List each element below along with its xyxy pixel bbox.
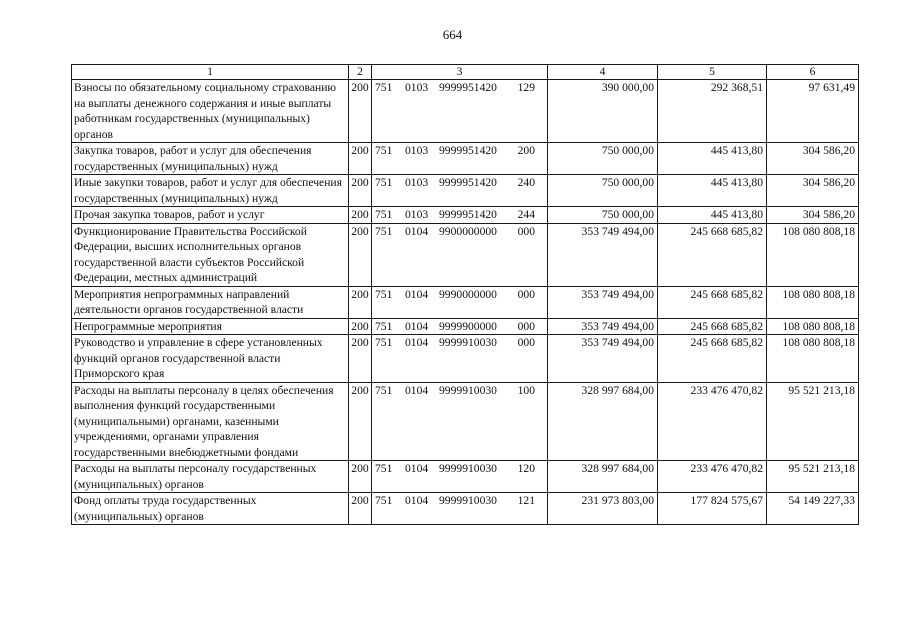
row-code-section: 0104: [405, 462, 429, 475]
header-col-6: 6: [767, 65, 859, 80]
row-name: Расходы на выплаты персоналу в целях обеспечения выполнения функций государственными (муниципальными) органами, казенными учреждениями, органами управления государственными внебюджетными фондами: [72, 382, 349, 461]
row-code-200: 200: [349, 318, 372, 335]
table-row: [72, 461, 859, 493]
row-code-type: 129: [517, 81, 535, 94]
row-code-type: 200: [517, 144, 535, 157]
row-code-200: 200: [349, 223, 372, 286]
row-code-200: 200: [349, 143, 372, 175]
row-code-section: 0104: [405, 383, 429, 397]
row-value-col5: 445 413,80: [658, 175, 767, 207]
table-row: [72, 493, 859, 525]
row-code-department: 751: [375, 81, 393, 94]
row-code-200: 200: [349, 461, 372, 493]
row-value-col6: 108 080 808,18: [767, 223, 859, 286]
row-code-section: 0103: [405, 144, 429, 157]
row-value-col4: 328 997 684,00: [548, 382, 658, 461]
row-code-target: 9999910030: [439, 336, 497, 349]
row-value-col5: 177 824 575,67: [658, 493, 767, 525]
row-code-department: 751: [375, 494, 393, 507]
row-code-type: 000: [517, 336, 535, 349]
row-value-col4: 353 749 494,00: [548, 318, 658, 335]
row-name: Прочая закупка товаров, работ и услуг: [72, 207, 349, 224]
row-code-type: 240: [517, 176, 535, 189]
row-value-col5: 245 668 685,82: [658, 223, 767, 286]
row-code-department: 751: [375, 287, 393, 301]
row-value-col6: 97 631,49: [767, 80, 859, 143]
row-code-target: 9999910030: [439, 383, 497, 397]
row-classification-code: [372, 318, 548, 335]
row-code-200: 200: [349, 382, 372, 461]
header-col-3: 3: [372, 65, 548, 80]
row-code-department: 751: [375, 208, 393, 221]
row-code-section: 0104: [405, 319, 429, 333]
row-value-col4: 231 973 803,00: [548, 493, 658, 525]
row-classification-code: [372, 335, 548, 383]
table-row: [72, 382, 859, 461]
row-name: Функционирование Правительства Российской Федерации, высших исполнительных органов государственной власти субъектов Российской Федерации, местных администраций: [72, 223, 349, 286]
row-classification-code: [372, 207, 548, 224]
row-code-type: 100: [517, 383, 535, 397]
row-value-col4: 390 000,00: [548, 80, 658, 143]
row-code-target: 9999900000: [439, 319, 497, 333]
table-row: [72, 318, 859, 335]
row-code-department: 751: [375, 383, 393, 397]
row-code-section: 0104: [405, 494, 429, 507]
row-name: Взносы по обязательному социальному страхованию на выплаты денежного содержания и иные выплаты работникам государственных (муниципальных) органов: [72, 80, 349, 143]
row-value-col6: 95 521 213,18: [767, 382, 859, 461]
row-value-col6: 95 521 213,18: [767, 461, 859, 493]
row-code-200: 200: [349, 286, 372, 318]
header-col-2: 2: [349, 65, 372, 80]
row-value-col4: 353 749 494,00: [548, 286, 658, 318]
row-code-department: 751: [375, 462, 393, 475]
row-value-col5: 233 476 470,82: [658, 461, 767, 493]
row-code-type: 000: [517, 224, 535, 238]
row-code-section: 0103: [405, 176, 429, 189]
row-code-200: 200: [349, 207, 372, 224]
row-value-col5: 245 668 685,82: [658, 286, 767, 318]
row-classification-code: [372, 493, 548, 525]
row-classification-code: [372, 461, 548, 493]
row-value-col6: 304 586,20: [767, 143, 859, 175]
row-classification-code: [372, 382, 548, 461]
row-value-col6: 54 149 227,33: [767, 493, 859, 525]
row-value-col6: 304 586,20: [767, 175, 859, 207]
row-code-department: 751: [375, 319, 393, 333]
row-code-200: 200: [349, 335, 372, 383]
row-code-200: 200: [349, 80, 372, 143]
row-value-col5: 245 668 685,82: [658, 318, 767, 335]
row-value-col5: 445 413,80: [658, 143, 767, 175]
header-col-5: 5: [658, 65, 767, 80]
row-classification-code: [372, 223, 548, 286]
page-number: 664: [442, 27, 463, 42]
header-col-4: 4: [548, 65, 658, 80]
row-code-target: 9999951420: [439, 81, 497, 94]
row-code-department: 751: [375, 176, 393, 189]
row-value-col6: 304 586,20: [767, 207, 859, 224]
row-value-col6: 108 080 808,18: [767, 318, 859, 335]
row-value-col4: 750 000,00: [548, 207, 658, 224]
row-name: Закупка товаров, работ и услуг для обеспечения государственных (муниципальных) нужд: [72, 143, 349, 175]
row-value-col4: 750 000,00: [548, 175, 658, 207]
row-code-department: 751: [375, 336, 393, 349]
row-code-section: 0103: [405, 81, 429, 94]
row-value-col5: 445 413,80: [658, 207, 767, 224]
row-name: Расходы на выплаты персоналу государственных (муниципальных) органов: [72, 461, 349, 493]
row-code-department: 751: [375, 144, 393, 157]
table-row: [72, 80, 859, 143]
table-body: [72, 80, 859, 525]
row-value-col4: 750 000,00: [548, 143, 658, 175]
row-code-section: 0103: [405, 208, 429, 221]
table-row: [72, 175, 859, 207]
row-code-target: 9900000000: [439, 224, 497, 238]
row-value-col6: 108 080 808,18: [767, 286, 859, 318]
header-col-1: 1: [72, 65, 349, 80]
row-code-target: 9999951420: [439, 208, 497, 221]
row-code-type: 000: [517, 319, 535, 333]
table-row: [72, 143, 859, 175]
row-value-col4: 328 997 684,00: [548, 461, 658, 493]
row-code-department: 751: [375, 224, 393, 238]
row-code-200: 200: [349, 175, 372, 207]
table-row: [72, 335, 859, 383]
row-code-target: 9999910030: [439, 494, 497, 507]
row-value-col4: 353 749 494,00: [548, 335, 658, 383]
header-row: [72, 65, 859, 80]
row-name: Руководство и управление в сфере установленных функций органов государственной власти Приморского края: [72, 335, 349, 383]
table-row: [72, 223, 859, 286]
table-row: [72, 207, 859, 224]
row-name: Фонд оплаты труда государственных (муниципальных) органов: [72, 493, 349, 525]
row-value-col5: 233 476 470,82: [658, 382, 767, 461]
row-classification-code: [372, 143, 548, 175]
row-classification-code: [372, 80, 548, 143]
row-code-section: 0104: [405, 336, 429, 349]
row-value-col5: 245 668 685,82: [658, 335, 767, 383]
row-value-col4: 353 749 494,00: [548, 223, 658, 286]
row-value-col5: 292 368,51: [658, 80, 767, 143]
row-code-type: 244: [517, 208, 535, 221]
row-code-type: 120: [517, 462, 535, 475]
row-name: Мероприятия непрограммных направлений деятельности органов государственной власти: [72, 286, 349, 318]
row-name: Иные закупки товаров, работ и услуг для обеспечения государственных (муниципальных) нужд: [72, 175, 349, 207]
row-code-target: 9999910030: [439, 462, 497, 475]
row-code-type: 000: [517, 287, 535, 301]
row-code-section: 0104: [405, 287, 429, 301]
row-code-target: 9990000000: [439, 287, 497, 301]
budget-table: [71, 64, 859, 525]
row-classification-code: [372, 286, 548, 318]
row-name: Непрограммные мероприятия: [72, 318, 349, 335]
row-value-col6: 108 080 808,18: [767, 335, 859, 383]
row-classification-code: [372, 175, 548, 207]
row-code-target: 9999951420: [439, 176, 497, 189]
table-row: [72, 286, 859, 318]
row-code-section: 0104: [405, 224, 429, 238]
row-code-200: 200: [349, 493, 372, 525]
row-code-type: 121: [517, 494, 535, 507]
row-code-target: 9999951420: [439, 144, 497, 157]
